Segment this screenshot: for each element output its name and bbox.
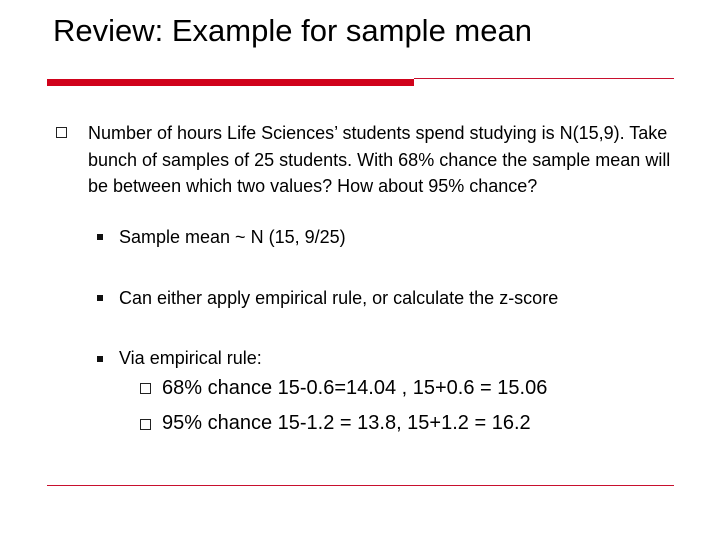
sub-sub-point-text: 95% chance 15-1.2 = 13.8, 15+1.2 = 16.2 bbox=[162, 412, 531, 434]
footer-divider bbox=[47, 485, 674, 486]
main-point-text: Number of hours Life Sciences’ students spend studying is N(15,9). Take bunch of samples of 25 students. With 68% chance the sample mean will be between which two values? How about 95% chance? bbox=[88, 123, 671, 196]
title-underline-thin bbox=[414, 78, 674, 79]
filled-square-bullet-icon bbox=[97, 295, 103, 301]
sub-point-text: Sample mean ~ N (15, 9/25) bbox=[119, 227, 346, 247]
hollow-square-bullet-icon bbox=[140, 383, 151, 394]
slide-title: Review: Example for sample mean bbox=[53, 13, 532, 48]
sub-point-text: Can either apply empirical rule, or calculate the z-score bbox=[119, 288, 559, 308]
hollow-square-bullet-icon bbox=[56, 127, 67, 138]
sub-point-text: Via empirical rule: bbox=[119, 348, 262, 368]
filled-square-bullet-icon bbox=[97, 234, 103, 240]
filled-square-bullet-icon bbox=[97, 356, 103, 362]
title-underline-thick bbox=[47, 79, 414, 86]
sub-sub-point-text: 68% chance 15-0.6=14.04 , 15+0.6 = 15.06 bbox=[162, 377, 548, 399]
hollow-square-bullet-icon bbox=[140, 419, 151, 430]
